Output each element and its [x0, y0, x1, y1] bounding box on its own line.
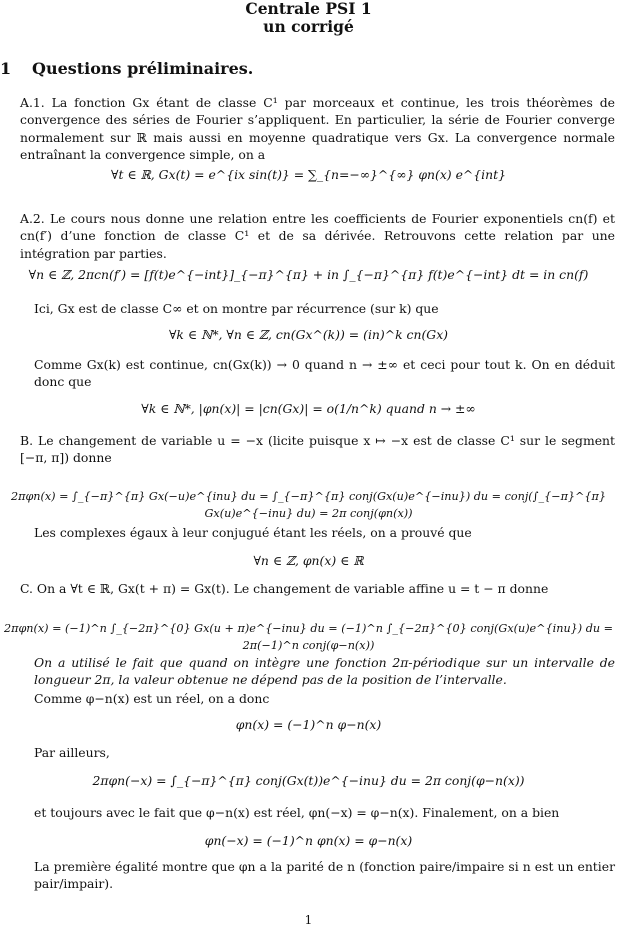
- paragraph-c-ailleurs: Par ailleurs,: [34, 745, 110, 760]
- page-number: 1: [304, 913, 313, 927]
- title-line-2: un corrigé: [263, 17, 354, 36]
- equation-6: ∀n ∈ ℤ, φn(x) ∈ ℝ: [253, 553, 364, 568]
- paragraph-a2-ici: Ici, Gx est de classe C∞ et on montre par récurrence (sur k) que: [34, 301, 439, 316]
- equation-1: ∀t ∈ ℝ, Gx(t) = e^{ix sin(t)} = ∑_{n=−∞}^{∞} φn(x) e^{int}: [111, 167, 506, 182]
- equation-3: ∀k ∈ ℕ*, ∀n ∈ ℤ, cn(Gx^(k)) = (in)^k cn(Gx): [168, 327, 449, 342]
- paragraph-a1: A.1. La fonction Gx étant de classe C¹ par morceaux et continue, les trois théorèmes de convergence des séries de Fourier s’appliquent. En particulier, la série de Fourier converge normalement sur ℝ mais aussi en moyenne quadratique vers Gx. La convergence normale entraînant la convergence simple, on a: [20, 95, 615, 163]
- paragraph-c-note: On a utilisé le fait que quand on intègre une fonction 2π-périodique sur un intervalle de longueur 2π, la valeur obtenue ne dépend pas de la position de l’intervalle.: [34, 655, 615, 688]
- paragraph-c-toujours: et toujours avec le fait que φ−n(x) est réel, φn(−x) = φ−n(x). Finalement, on a bien: [34, 805, 560, 820]
- paragraph-a2-comme: Comme Gx(k) est continue, cn(Gx(k)) → 0 quand n → ±∞ et ceci pour tout k. On en déduit donc que: [34, 357, 615, 390]
- document-title: [0, 0, 617, 36]
- equation-8: φn(x) = (−1)^n φ−n(x): [235, 717, 382, 732]
- equation-7: 2πφn(x) = (−1)^n ∫_{−2π}^{0} Gx(u + π)e^{−inu} du = (−1)^n ∫_{−2π}^{0} conj(Gx(u)e^{inu}) du = 2π(−1)^n conj(φ−n(x)): [4, 622, 613, 653]
- paragraph-c-comme: Comme φ−n(x) est un réel, on a donc: [34, 691, 270, 706]
- paragraph-a2: A.2. Le cours nous donne une relation entre les coefficients de Fourier exponentiels cn(f) et cn(f′) d’une fonction de classe C¹ et de sa dérivée. Retrouvons cette relation par une intégration par parties.: [20, 211, 615, 261]
- equation-2: ∀n ∈ ℤ, 2πcn(f′) = [f(t)e^{−int}]_{−π}^{π} + in ∫_{−π}^{π} f(t)e^{−int} dt = in cn(f): [28, 267, 589, 282]
- paragraph-c: C. On a ∀t ∈ ℝ, Gx(t + π) = Gx(t). Le changement de variable affine u = t − π donne: [20, 581, 549, 596]
- equation-5: 2πφn(x) = ∫_{−π}^{π} Gx(−u)e^{inu} du = ∫_{−π}^{π} conj(Gx(u)e^{−inu}) du = conj(∫_{−π}^{π} Gx(u)e^{−inu} du) = 2π conj(φn(x)): [11, 490, 606, 521]
- paragraph-c-final: La première égalité montre que φn a la parité de n (fonction paire/impaire si n est un entier pair/impair).: [34, 859, 615, 892]
- paragraph-b: B. Le changement de variable u = −x (licite puisque x ↦ −x est de classe C¹ sur le segment [−π, π]) donne: [20, 433, 615, 466]
- paragraph-b-concl: Les complexes égaux à leur conjugué étant les réels, on a prouvé que: [34, 525, 472, 540]
- section-heading: [0, 60, 253, 77]
- section-number: 1: [0, 59, 12, 78]
- equation-10: φn(−x) = (−1)^n φn(x) = φ−n(x): [204, 833, 413, 848]
- title-line-1: Centrale PSI 1: [245, 0, 372, 18]
- section-title: Questions préliminaires.: [32, 59, 254, 78]
- equation-9: 2πφn(−x) = ∫_{−π}^{π} conj(Gx(t))e^{−inu} du = 2π conj(φ−n(x)): [92, 773, 525, 788]
- equation-4: ∀k ∈ ℕ*, |φn(x)| = |cn(Gx)| = o(1/n^k) quand n → ±∞: [141, 401, 476, 416]
